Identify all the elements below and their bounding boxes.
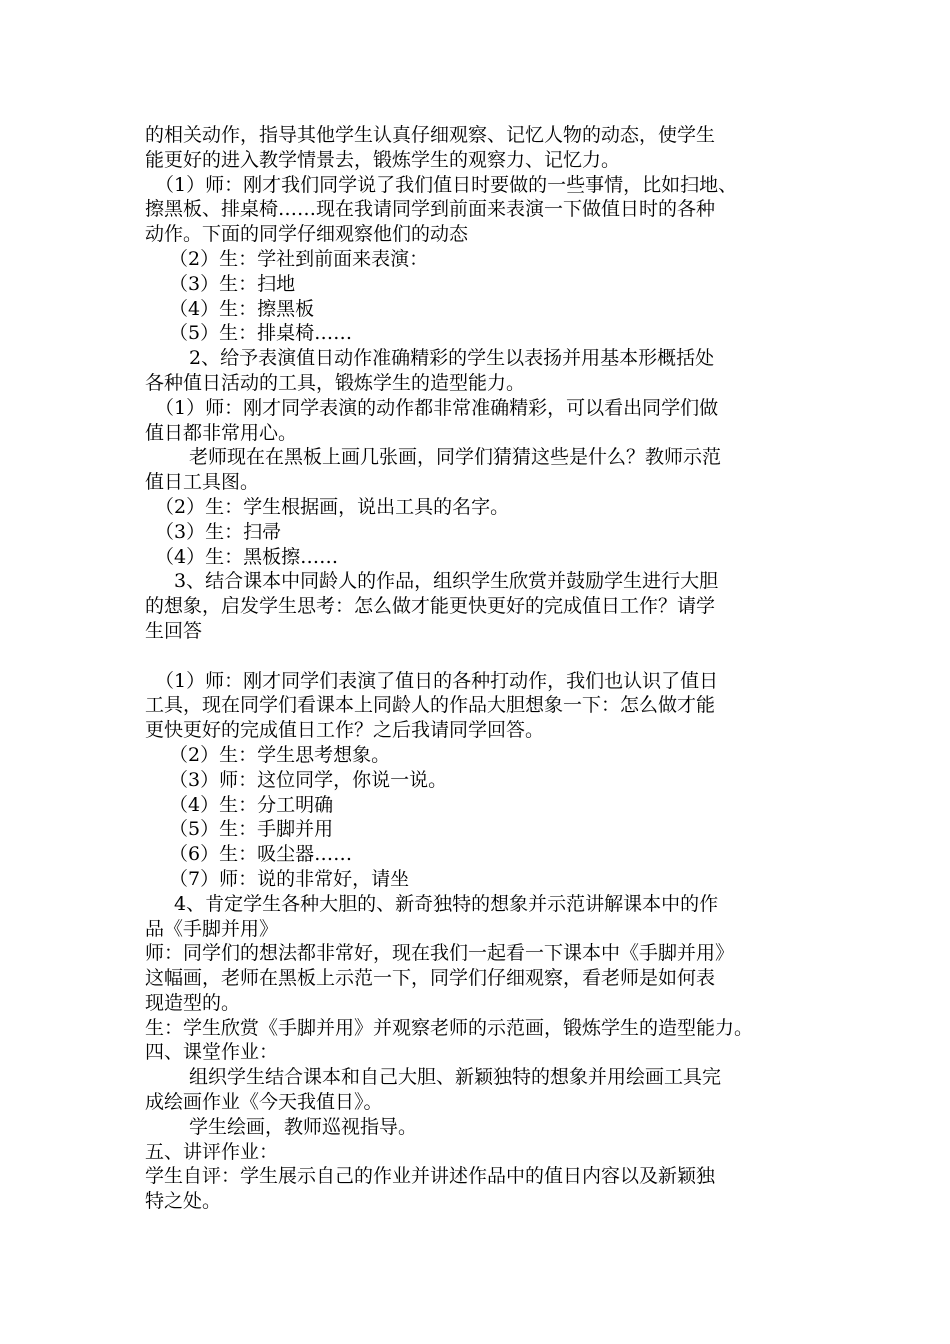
text-line: 四、课堂作业：: [145, 1041, 279, 1064]
text-line: 师：同学们的想法都非常好，现在我们一起看一下课本中《手脚并用》: [145, 942, 735, 965]
text-line: 生：学生欣赏《手脚并用》并观察老师的示范画，锻炼学生的造型能力。: [145, 1016, 754, 1039]
text-line: （3）生：扫帚: [155, 520, 282, 543]
text-line: （2）生：学社到前面来表演：: [169, 247, 429, 270]
text-line: （6）生：吸尘器……: [169, 843, 353, 866]
text-line: （4）生：分工明确: [169, 793, 334, 816]
text-line: 各种值日活动的工具，锻炼学生的造型能力。: [145, 371, 526, 394]
text-line: 擦黑板、排桌椅……现在我请同学到前面来表演一下做值日时的各种: [145, 198, 716, 221]
text-line: 品《手脚并用》: [145, 917, 279, 940]
text-line: 4、肯定学生各种大胆的、新奇独特的想象并示范讲解课本中的作: [174, 892, 719, 915]
text-line: 学生绘画，教师巡视指导。: [189, 1115, 418, 1138]
text-line: 老师现在在黑板上画几张画，同学们猜猜这些是什么？教师示范: [189, 446, 722, 469]
text-line: （3）生：扫地: [169, 272, 296, 295]
blank-line: [145, 644, 835, 669]
text-line: 2、给予表演值日动作准确精彩的学生以表扬并用基本形概括处: [189, 347, 715, 370]
text-line: 3、结合课本中同龄人的作品，组织学生欣赏并鼓励学生进行大胆: [174, 570, 719, 593]
text-line: （5）生：手脚并用: [169, 818, 334, 841]
text-line: （5）生：排桌椅……: [169, 322, 353, 345]
text-line: （4）生：擦黑板: [169, 297, 315, 320]
text-line: 的想象，启发学生思考：怎么做才能更快更好的完成值日工作？请学: [145, 595, 716, 618]
text-line: 工具，现在同学们看课本上同龄人的作品大胆想象一下：怎么做才能: [145, 694, 716, 717]
text-line: （1）师：刚才我们同学说了我们值日时要做的一些事情，比如扫地、: [155, 173, 738, 196]
text-line: 这幅画，老师在黑板上示范一下，同学们仔细观察，看老师是如何表: [145, 967, 716, 990]
text-line: 的相关动作，指导其他学生认真仔细观察、记忆人物的动态，使学生: [145, 124, 716, 146]
text-line: （4）生：黑板擦……: [155, 545, 339, 568]
text-line: 值日工具图。: [145, 471, 260, 494]
text-line: 组织学生结合课本和自己大胆、新颖独特的想象并用绘画工具完: [189, 1066, 722, 1089]
text-line: 特之处。: [145, 1190, 222, 1213]
text-line: 更快更好的完成值日工作？之后我请同学回答。: [145, 719, 545, 742]
text-line: （7）师：说的非常好，请坐: [169, 867, 410, 890]
text-line: （1）师：刚才同学们表演了值日的各种打动作，我们也认识了值日: [155, 669, 719, 692]
text-line: （1）师：刚才同学表演的动作都非常准确精彩，可以看出同学们做: [155, 396, 719, 419]
text-line: 能更好的进入教学情景去，锻炼学生的观察力、记忆力。: [145, 148, 621, 171]
text-line: 学生自评：学生展示自己的作业并讲述作品中的值日内容以及新颖独: [145, 1165, 716, 1188]
text-line: （3）师：这位同学，你说一说。: [169, 768, 448, 791]
text-line: （2）生：学生根据画，说出工具的名字。: [155, 495, 510, 518]
text-line: 值日都非常用心。: [145, 421, 298, 444]
text-line: 成绘画作业《今天我值日》。: [145, 1091, 383, 1114]
document-body: [145, 123, 835, 1214]
text-line: 现造型的。: [145, 991, 241, 1014]
text-line: 动作。下面的同学仔细观察他们的动态: [145, 223, 469, 246]
text-line: 五、讲评作业：: [145, 1140, 279, 1163]
text-line: （2）生：学生思考想象。: [169, 743, 391, 766]
text-line: 生回答: [145, 619, 203, 642]
